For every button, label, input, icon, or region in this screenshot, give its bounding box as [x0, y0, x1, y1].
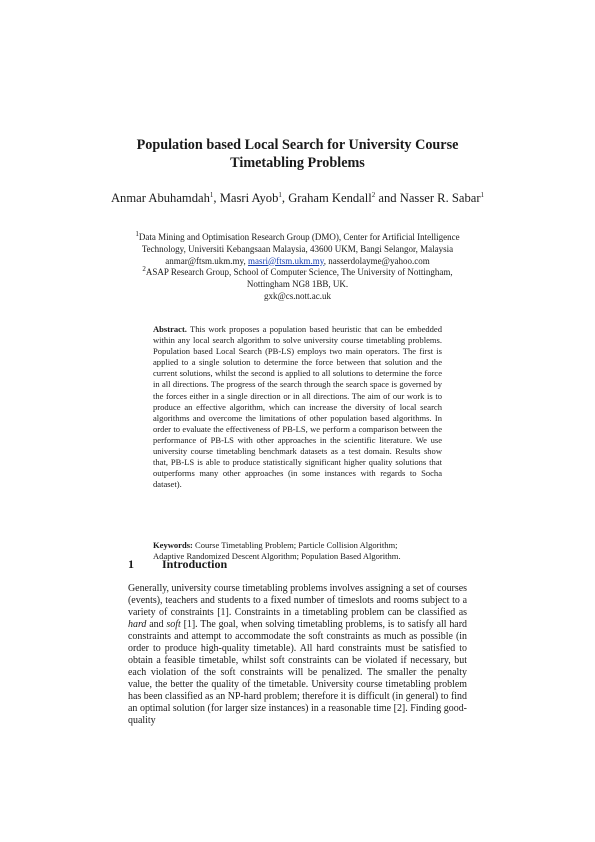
section-number: 1 — [128, 557, 134, 571]
intro-text-part-1: Generally, university course timetabling problems involves assigning a set of courses (events), teachers and students to a fixed number of timeslots and rooms subject to a variety of constraints [1]. Constraints in a timetabling problem can be classified as — [128, 583, 467, 618]
author-separator: , — [281, 191, 289, 205]
author-name: Anmar Abuhamdah — [110, 191, 210, 205]
affiliations — [110, 232, 485, 303]
author-name: Graham Kendall — [288, 191, 372, 205]
author-name: Masri Ayob — [219, 191, 279, 205]
author-name: Nasser R. Sabar — [399, 191, 481, 205]
email-nasser: , nasserdolayme@yahoo.com — [323, 255, 430, 266]
intro-text-part-3: [1]. The goal, when solving timetabling problems, is to satisfy all hard constraints and attempt to accommodate the soft constraints as much as possible (in order to produce high-quality timetable). All hard constraints must be satisfied to obtain a feasible timetable, whilst soft constraints can be violated if necessary, but each violation of the soft constraints will be penalized. The smaller the penalty value, the better the quality of the timetable. University course timetabling problem has been classified as an NP-hard problem; therefore it is difficult (in general) to find an optimal solution (for larger size instances) in a reasonable time [2]. Finding good-quality — [128, 619, 467, 726]
keywords-label: Keywords: — [153, 540, 193, 550]
author-separator: , — [213, 191, 220, 205]
author-mark: 1 — [209, 190, 214, 199]
introduction-paragraph — [128, 583, 467, 727]
title-line-2: Timetabling Problems — [230, 155, 365, 171]
term-hard: hard — [128, 619, 147, 630]
keywords-line-2: Adaptive Randomized Descent Algorithm; Population Based Algorithm. — [153, 551, 401, 562]
affiliation-1-line-2: Technology, Universiti Kebangsaan Malaysia, 43600 UKM, Bangi Selangor, Malaysia — [141, 243, 454, 254]
affiliation-mark: 2 — [142, 265, 146, 274]
affiliation-mark: 1 — [135, 230, 139, 238]
abstract-text: This work proposes a population based heuristic that can be embedded within any local search algorithm to solve university course timetabling problems. Population based Local Search (PB-LS) employs two main operators. The first is applied to a single solution to determine the force between that solution and the current solutions, whilst the second is applied to all solutions to determine the force in all directions. The progress of the search through the search space is governed by the forces either in a single direction or in all directions. The aim of our work is to produce an effective algorithm, which can increase the diversity of local search algorithms and overcome the limitations of other population based algorithms. In order to evaluate the effectiveness of PB-LS, we perform a comparison between the performance of PB-LS with other approaches in the scientific literature. We use university course timetabling benchmark datasets as a test domain. Results show that, PB-LS is able to produce statistically significant higher quality solutions that outperforms many other approaches (in some instances with regards to Socha dataset). — [153, 324, 443, 490]
paper-title — [100, 136, 495, 172]
abstract-label: Abstract. — [153, 324, 187, 334]
author-mark: 2 — [371, 190, 376, 199]
section-heading — [128, 557, 227, 571]
section-title: Introduction — [162, 557, 228, 571]
affiliation-1-line-1: Data Mining and Optimisation Research Group (DMO), Center for Artificial Intelligence — [138, 232, 460, 242]
affiliation-2-line-1: ASAP Research Group, School of Computer Science, The University of Nottingham, — [145, 267, 453, 278]
author-mark: 1 — [278, 190, 282, 199]
title-line-1: Population based Local Search for University Course — [136, 137, 459, 153]
author-list — [110, 190, 485, 206]
term-soft: soft — [166, 619, 181, 630]
author-conjunction: and — [375, 191, 400, 205]
email-masri-link[interactable]: masri@ftsm.ukm.my — [247, 255, 324, 266]
author-mark: 1 — [480, 190, 485, 199]
keywords-line-1: Course Timetabling Problem; Particle Collision Algorithm; — [195, 540, 398, 550]
email-graham: gxk@cs.nott.ac.uk — [263, 290, 332, 301]
intro-text-part-2: and — [146, 619, 167, 630]
abstract — [153, 324, 442, 490]
affiliation-2-line-2: Nottingham NG8 1BB, UK. — [246, 279, 349, 290]
email-anmar: anmar@ftsm.ukm.my, — [165, 255, 248, 266]
